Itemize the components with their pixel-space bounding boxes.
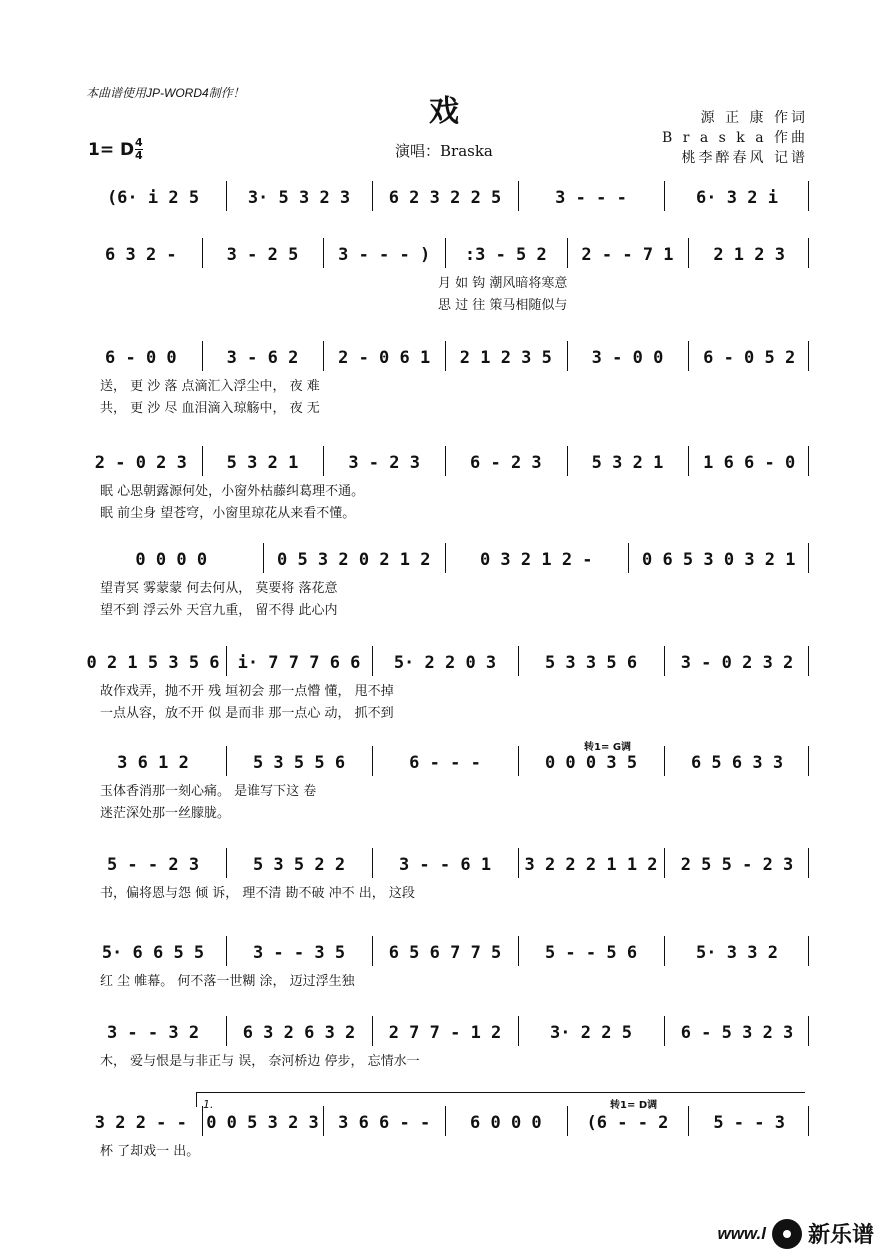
measure: 5 - - 2 3 (106, 855, 200, 875)
barline (372, 746, 373, 776)
barline (323, 238, 324, 268)
measure: 0 6 5 3 0 3 2 1 (641, 550, 796, 570)
measure: 3 - 2 5 (226, 245, 299, 265)
modulation-mark: 转1= D调 (610, 1100, 658, 1111)
barline (567, 341, 568, 371)
measure: 3 - - 6 1 (398, 855, 492, 875)
time-signature (135, 137, 143, 162)
barline (372, 936, 373, 966)
barline (688, 1106, 689, 1136)
notation-line (80, 240, 810, 270)
barline (372, 848, 373, 878)
barline (226, 646, 227, 676)
lyric-line: 木， 爱与恨是与非正与 误， 奈河桥边 停步， 忘情水一 (100, 1054, 420, 1069)
barline (567, 1106, 568, 1136)
barline (518, 936, 519, 966)
measure: 6 - 5 3 2 3 (680, 1023, 794, 1043)
measure: 3· 2 2 5 (550, 1023, 632, 1043)
barline (664, 646, 665, 676)
measure: 6 3 2 6 3 2 (242, 1023, 356, 1043)
record-icon (772, 1219, 802, 1249)
measure: 6 - - - (409, 753, 481, 773)
barline (372, 181, 373, 211)
measure: 3 - 0 2 3 2 (680, 653, 794, 673)
measure: 3 - - 3 5 (252, 943, 346, 963)
lyric-line: 杯 了却戏一 出。 (100, 1144, 200, 1159)
lyric-line: 眠 心思朝露源何处，小窗外枯藤纠葛理不通。 (100, 484, 365, 499)
barline (323, 341, 324, 371)
barline (688, 341, 689, 371)
barline (445, 341, 446, 371)
measure: 0 0 0 3 5 (544, 753, 638, 773)
measure: 6· 3 2 i (696, 188, 778, 208)
barline (808, 848, 809, 878)
barline (808, 1016, 809, 1046)
transcriber-credit: 桃李醉春风 记谱 (681, 150, 808, 166)
barline (445, 446, 446, 476)
software-note: 本曲谱使用JP-WORD4制作！ (86, 86, 245, 100)
measure: (6 - - 2 (586, 1113, 669, 1133)
barline (664, 936, 665, 966)
measure: 2 - 0 2 3 (94, 453, 187, 473)
measure: 6 - 2 3 (470, 453, 542, 473)
measure: 5 3 2 1 (591, 453, 664, 473)
barline (323, 446, 324, 476)
barline (808, 181, 809, 211)
lyric-line: 迷茫深处那一丝朦胧。 (100, 806, 231, 821)
measure: :3 - 5 2 (464, 245, 547, 265)
measure: 6 5 6 7 7 5 (388, 943, 502, 963)
measure: i· 7 7 7 6 6 (237, 653, 361, 673)
measure: 2 - 0 6 1 (338, 348, 431, 368)
barline (688, 238, 689, 268)
barline (567, 446, 568, 476)
barline (518, 181, 519, 211)
barline (323, 1106, 324, 1136)
measure: (6· i 2 5 (106, 188, 200, 208)
barline (263, 543, 264, 573)
brand-name: 新乐谱 (807, 1223, 874, 1248)
measure: 6 5 6 3 3 (690, 753, 784, 773)
measure: 3· 5 3 2 3 (247, 188, 351, 208)
measure: 5 - - 5 6 (544, 943, 638, 963)
measure: 3 - 0 0 (591, 348, 664, 368)
lyric-line: 红 尘 帷幕。 何不落一世糊 涂， 迈过浮生独 (100, 974, 355, 989)
barline (202, 446, 203, 476)
measure: 3 6 1 2 (117, 753, 189, 773)
measure: 3 - 6 2 (226, 348, 299, 368)
lyric-line: 望不到 浮云外 天宫九重， 留不得 此心内 (100, 603, 338, 618)
barline (372, 646, 373, 676)
barline (664, 848, 665, 878)
measure: 0 3 2 1 2 - (479, 550, 593, 570)
barline (372, 1016, 373, 1046)
lyric-line: 玉体香消那一刻心痛。 是谁写下这 卷 (100, 784, 317, 799)
measure: 0 0 0 0 (135, 550, 208, 570)
barline (664, 1016, 665, 1046)
barline (226, 746, 227, 776)
measure: 3 2 2 2 1 1 2 (524, 855, 658, 875)
credits (662, 108, 808, 168)
measure: 2 1 2 3 (713, 245, 785, 265)
barline (226, 936, 227, 966)
barline (518, 1016, 519, 1046)
barline (518, 848, 519, 878)
measure: 6 - 0 0 (105, 348, 177, 368)
barline (445, 238, 446, 268)
measure: 6 0 0 0 (470, 1113, 542, 1133)
lyric-line: 思 过 往 策马相随似与 (438, 298, 568, 313)
volta-label: 1. (203, 1098, 214, 1111)
barline (808, 238, 809, 268)
measure: 5· 3 3 2 (696, 943, 778, 963)
lyric-line: 书，偏将恩与怨 倾 诉， 理不清 勘不破 冲不 出， 这段 (100, 886, 415, 901)
lyric-line: 望青冥 雾蒙蒙 何去何从， 莫要将 落花意 (100, 581, 338, 596)
measure: 1 6 6 - 0 (703, 453, 796, 473)
notation-line (80, 343, 810, 373)
barline (226, 848, 227, 878)
measure: 6 3 2 - (105, 245, 177, 265)
modulation-mark: 转1= G调 (584, 742, 632, 753)
notation-line (80, 183, 810, 213)
lyric-line: 一点从容，放不开 似 是而非 那一点心 动， 抓不到 (100, 706, 394, 721)
measure: 2 7 7 - 1 2 (388, 1023, 502, 1043)
barline (688, 446, 689, 476)
barline (518, 646, 519, 676)
measure: 3 - - 3 2 (106, 1023, 200, 1043)
barline (567, 238, 568, 268)
measure: 0 2 1 5 3 5 6 (86, 653, 220, 673)
lyric-line: 故作戏弄，抛不开 残 垣初会 那一点懵 懂， 甩不掉 (100, 684, 394, 699)
key-signature: 1= D (88, 140, 135, 160)
barline (226, 1016, 227, 1046)
lyricist-credit: 源 正 康 作词 (700, 110, 808, 126)
meter-top: 4 (135, 136, 143, 149)
notation-line (80, 1108, 810, 1138)
measure: 6 - 0 5 2 (703, 348, 796, 368)
barline (628, 543, 629, 573)
measure: 5 - - 3 (713, 1113, 785, 1133)
song-title: 戏 (429, 94, 459, 129)
barline (808, 341, 809, 371)
barline (518, 746, 519, 776)
site-logo (717, 1218, 874, 1249)
measure: 3 6 6 - - (338, 1113, 431, 1133)
notation-line (80, 648, 810, 678)
measure: 3 - - - ) (338, 245, 431, 265)
measure: 0 5 3 2 0 2 1 2 (276, 550, 431, 570)
measure: 0 0 5 3 2 3 (206, 1113, 319, 1133)
barline (202, 341, 203, 371)
measure: 3 - 2 3 (348, 453, 420, 473)
composer-credit: B r a s k a 作曲 (661, 130, 808, 146)
barline (808, 1106, 809, 1136)
measure: 5 3 5 2 2 (252, 855, 346, 875)
lyric-line: 月 如 钩 潮风暗将寒意 (438, 276, 568, 291)
measure: 3 - - - (555, 188, 627, 208)
barline (664, 746, 665, 776)
measure: 5 3 3 5 6 (544, 653, 638, 673)
barline (808, 543, 809, 573)
measure: 5· 6 6 5 5 (101, 943, 205, 963)
measure: 2 5 5 - 2 3 (680, 855, 794, 875)
notation-line (80, 545, 810, 575)
lyric-line: 眠 前尘身 望苍穹，小窗里琼花从来看不懂。 (100, 506, 356, 521)
site-url: www.l (717, 1223, 766, 1243)
barline (808, 936, 809, 966)
barline (445, 1106, 446, 1136)
measure: 3 2 2 - - (94, 1113, 187, 1133)
meter-bottom: 4 (135, 149, 143, 162)
notation-line (80, 1018, 810, 1048)
barline (808, 446, 809, 476)
measure: 2 1 2 3 5 (459, 348, 552, 368)
barline (808, 746, 809, 776)
singer: 演唱：Braska (395, 142, 493, 160)
notation-line (80, 448, 810, 478)
notation-line (80, 938, 810, 968)
barline (226, 181, 227, 211)
measure: 2 - - 7 1 (581, 245, 674, 265)
notation-line (80, 748, 810, 778)
lyric-line: 共， 更 沙 尽 血泪滴入琼觞中， 夜 无 (100, 401, 320, 416)
barline (808, 646, 809, 676)
barline (202, 238, 203, 268)
volta-bracket (196, 1092, 805, 1111)
barline (445, 543, 446, 573)
barline (664, 181, 665, 211)
measure: 5 3 5 5 6 (252, 753, 346, 773)
lyric-line: 送， 更 沙 落 点滴汇入浮尘中， 夜 难 (100, 379, 320, 394)
measure: 5· 2 2 0 3 (393, 653, 497, 673)
notation-line (80, 850, 810, 880)
measure: 5 3 2 1 (226, 453, 299, 473)
measure: 6 2 3 2 2 5 (388, 188, 502, 208)
